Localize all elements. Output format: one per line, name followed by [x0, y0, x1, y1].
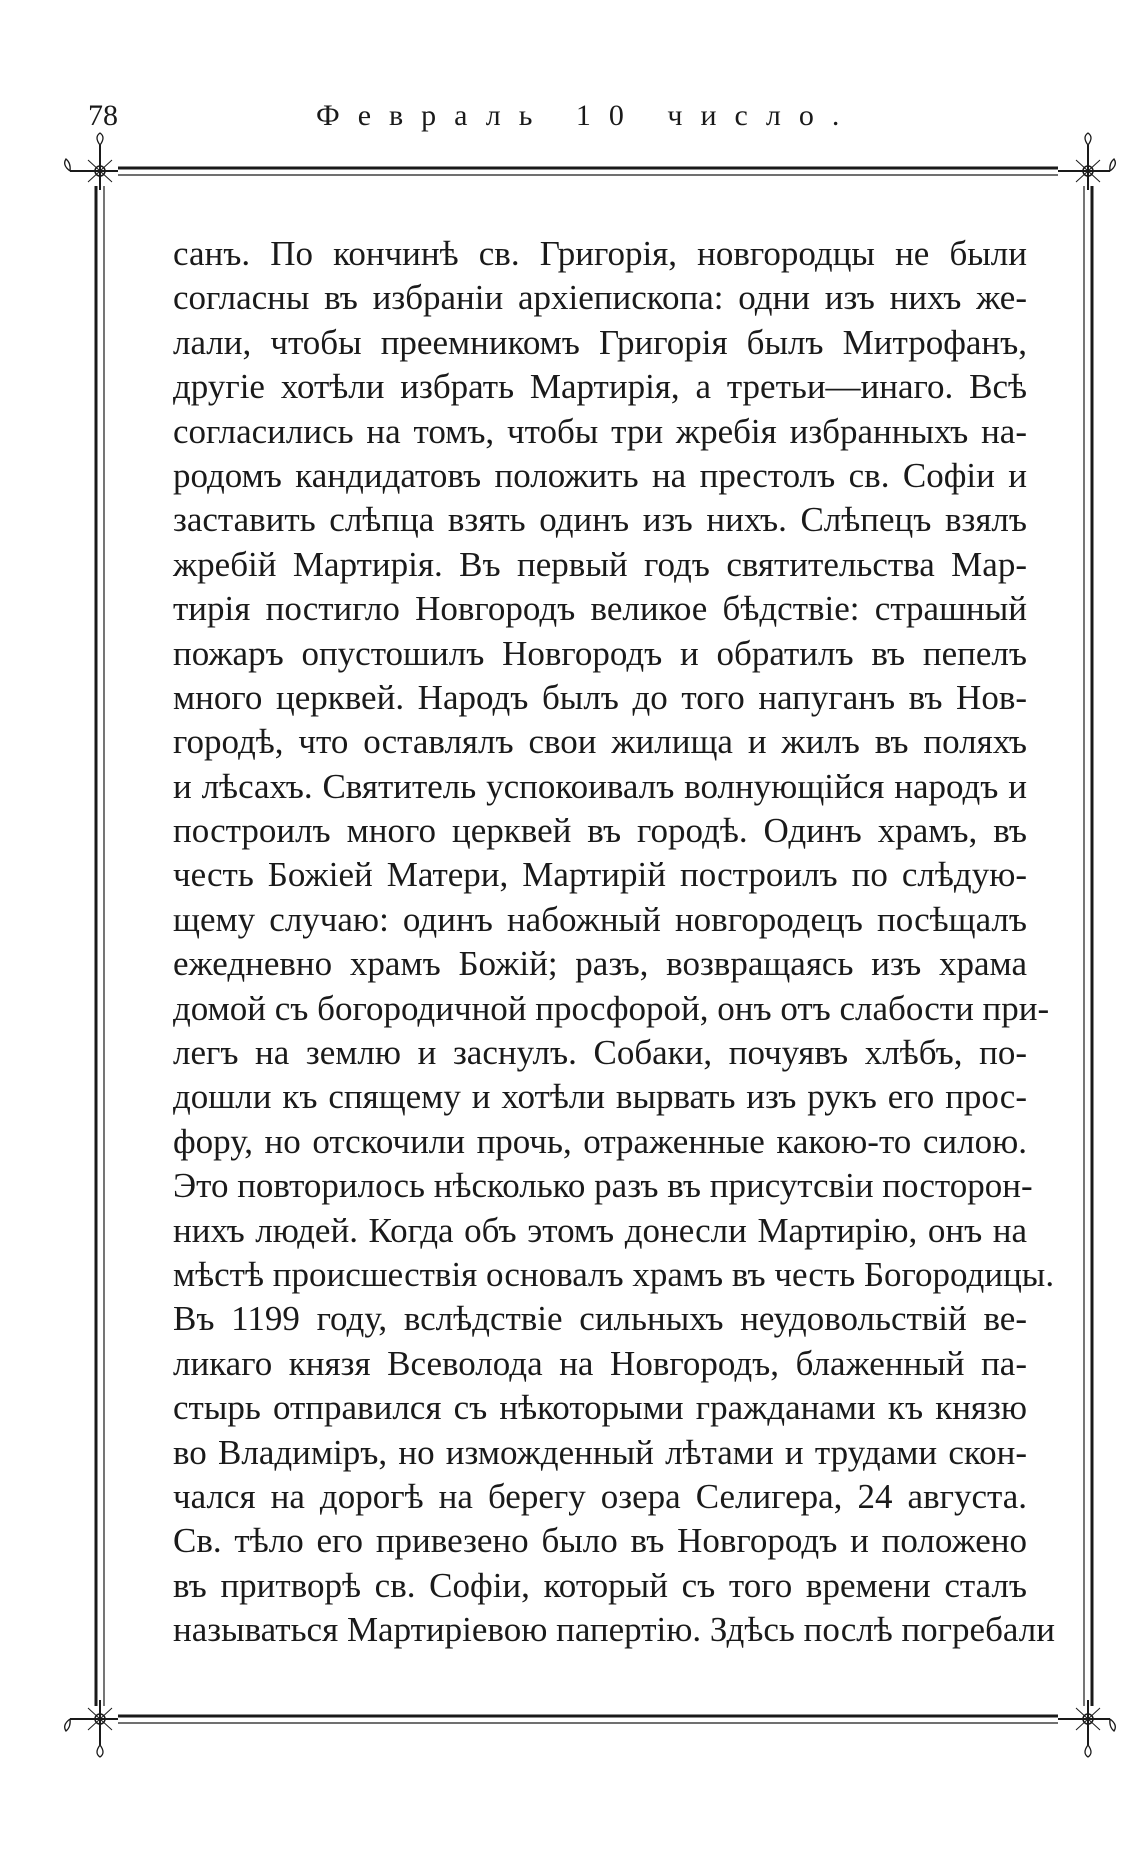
text-line: нихъ людей. Когда объ этомъ донесли Мартирію, онъ на [173, 1210, 1027, 1250]
text-line: другіе хотѣли избрать Мартирія, а третьи—инаго. Всѣ [173, 367, 1027, 407]
text-line: ежедневно храмъ Божій; разъ, возвращаясь изъ храма [173, 944, 1027, 984]
text-line: пожаръ опустошилъ Новгородъ и обратилъ въ пепелъ [173, 633, 1027, 673]
text-line: мѣстѣ происшествія основалъ храмъ въ честь Богородицы. [173, 1254, 1055, 1294]
text-line: называться Мартиріевою папертію. Здѣсь послѣ погребали [173, 1610, 1055, 1650]
text-line: стырь отправился съ нѣкоторыми гражданами къ князю [173, 1388, 1027, 1428]
page-number: 78 [88, 99, 118, 132]
text-line: легъ на землю и заснулъ. Собаки, почуявъ хлѣбъ, по- [173, 1033, 1027, 1073]
text-line: въ притворѣ св. Софіи, который съ того времени сталъ [173, 1565, 1027, 1605]
running-head: Февраль 10 число. [316, 99, 858, 132]
text-line: согласились на томъ, чтобы три жребія избранныхъ на- [173, 411, 1027, 451]
text-line: ликаго князя Всеволода на Новгородъ, блаженный па- [173, 1343, 1027, 1383]
text-line: домой съ богородичной просфорой, онъ отъ слабости при- [173, 988, 1050, 1028]
text-line: много церквей. Народъ былъ до того напуганъ въ Нов- [173, 677, 1027, 717]
text-line: честь Божіей Матери, Мартирій построилъ по слѣдую- [173, 855, 1027, 895]
corner-ornament-bottom-right [1058, 1700, 1115, 1757]
text-line: санъ. По кончинѣ св. Григорія, новгородцы не были [173, 234, 1027, 273]
text-line: во Владиміръ, но изможденный лѣтами и трудами скон- [173, 1432, 1027, 1472]
text-line: тирія постигло Новгородъ великое бѣдствіе: страшный [173, 589, 1027, 629]
text-line: Въ 1199 году, вслѣдствіе сильныхъ неудовольствій ве- [173, 1299, 1027, 1339]
text-line: родомъ кандидатовъ положить на престолъ св. Софіи и [173, 455, 1027, 495]
text-line: городѣ, что оставлялъ свои жилища и жилъ въ поляхъ [173, 722, 1027, 762]
text-line: согласны въ избраніи архіепископа: одни изъ нихъ же- [173, 278, 1027, 318]
text-line: Св. тѣло его привезено было въ Новгородъ и положено [173, 1521, 1027, 1561]
text-line: дошли къ спящему и хотѣли вырвать изъ рукъ его прос- [173, 1077, 1027, 1117]
text-line: жребій Мартирія. Въ первый годъ святительства Мар- [173, 544, 1027, 584]
corner-ornament-bottom-left [65, 1700, 118, 1757]
text-line: Это повторилось нѣсколько разъ въ присутсвіи посторон- [173, 1166, 1033, 1206]
text-line: заставить слѣпца взять одинъ изъ нихъ. Слѣпецъ взялъ [173, 500, 1027, 540]
text-line: чался на дорогѣ на берегу озера Селигера, 24 августа. [173, 1476, 1027, 1516]
corner-ornament-top-right [1058, 133, 1115, 190]
corner-ornament-top-left [65, 133, 118, 190]
body-text [173, 232, 1055, 1653]
text-line: построилъ много церквей въ городѣ. Одинъ храмъ, въ [173, 811, 1027, 851]
text-line: лали, чтобы преемникомъ Григорія былъ Митрофанъ, [173, 322, 1027, 362]
text-line: щему случаю: одинъ набожный новгородецъ посѣщалъ [173, 899, 1027, 939]
text-line: фору, но отскочили прочь, отраженные какою-то силою. [173, 1121, 1027, 1161]
text-line: и лѣсахъ. Святитель успокоивалъ волнующійся народъ и [173, 766, 1027, 806]
